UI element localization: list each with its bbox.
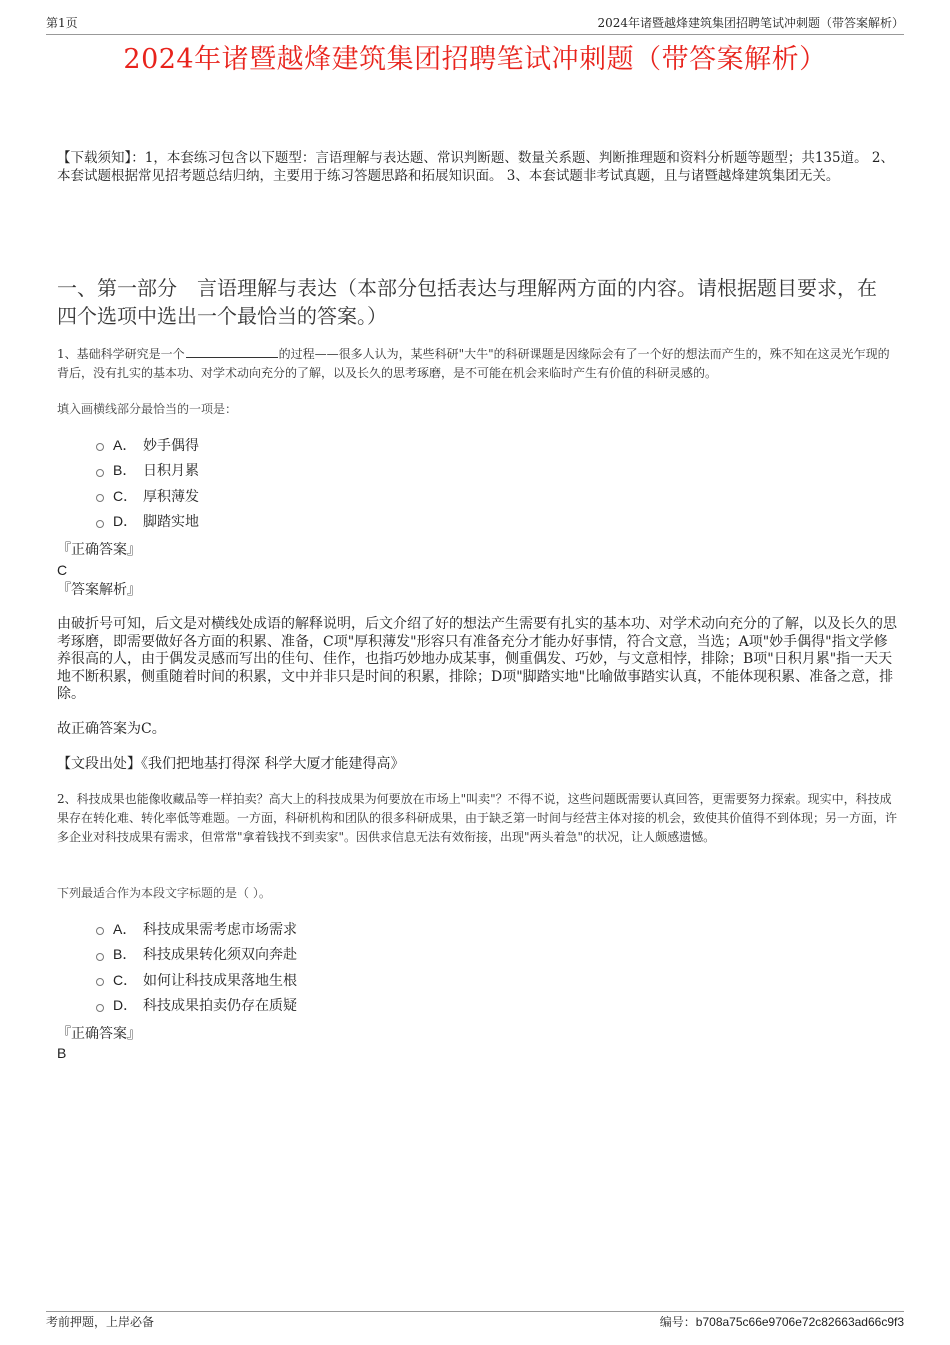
radio-icon[interactable] (96, 443, 104, 451)
option-letter: B． (113, 462, 137, 479)
question-1-option-b[interactable] (96, 458, 199, 484)
option-letter: B． (113, 946, 137, 963)
question-1-blank (186, 347, 278, 358)
page-footer (46, 1311, 904, 1332)
option-letter: C． (113, 487, 138, 504)
question-1-analysis-label: 『答案解析』 (57, 582, 141, 598)
question-1-options (96, 432, 199, 534)
question-1-analysis: 由破折号可知，后文是对横线处成语的解释说明，后文介绍了好的想法产生需要有扎实的基本功、对学术动向充分的了解，以及长久的思考琢磨，即需要做好各方面的积累、准备，C项"厚积薄发"形容只有准备充分才能办好事情，符合文意，当选；A项"妙手偶得"指文学修养很高的人，由于偶发灵感而写出的佳句、佳作，也指巧妙地办成某事，侧重偶发、巧妙，与文意相悖，排除；B项"日积月累"指一天天地不断积累，侧重随着时间的积累，文中并非只是时间的积累，排除；D项"脚踏实地"比喻做事踏实认真，不能体现积累、准备之意，排除。 (57, 616, 897, 702)
question-1-prompt: 填入画横线部分最恰当的一项是： (57, 402, 238, 416)
question-2-answer: B (57, 1045, 67, 1061)
question-2-options (96, 916, 297, 1018)
question-1-text-after: 的过程——很多人认为，某些科研"大牛"的科研课题是因缘际会有了一个好的想法而产生的，殊不知在这灵光乍现的背后，没有扎实的基本功、对学术动向充分的了解，以及长久的思考琢磨，是不可能在机会来临时产生有价值的科研灵感的。 (57, 347, 890, 380)
question-1-answer-label: 『正确答案』 (57, 542, 141, 558)
footer-code-value: b708a75c66e9706e72c82663ad66c9f3 (695, 1315, 904, 1329)
option-text: 科技成果拍卖仍存在质疑 (143, 998, 297, 1015)
footer-code-label: 编号： (659, 1315, 696, 1329)
question-2-option-c[interactable] (96, 967, 297, 993)
option-letter: D． (113, 997, 138, 1014)
download-notice: 【下载须知】：1，本套练习包含以下题型：言语理解与表达题、常识判断题、数量关系题、判断推理题和资料分析题等题型；共135道。 2、本套试题根据常见招考题总结归纳，主要用于练习答题思路和拓展知识面。 3、本套试题非考试真题，且与诸暨越烽建筑集团无关。 (57, 150, 894, 184)
section-heading: 一、第一部分 言语理解与表达（本部分包括表达与理解两方面的内容。请根据题目要求，在四个选项中选出一个最恰当的答案。） (57, 276, 877, 328)
option-text: 脚踏实地 (143, 514, 199, 531)
footer-code (660, 1312, 904, 1332)
option-letter: A． (113, 920, 137, 937)
question-1-answer: C (57, 562, 68, 578)
option-letter: A． (113, 436, 137, 453)
question-1-text (57, 345, 900, 383)
question-1-option-d[interactable] (96, 509, 199, 535)
question-1-text-before: 1、基础科学研究是一个 (57, 347, 185, 361)
radio-icon[interactable] (96, 927, 104, 935)
page-title: 2024年诸暨越烽建筑集团招聘笔试冲刺题（带答案解析） (123, 44, 827, 75)
question-1-option-c[interactable] (96, 483, 199, 509)
page-number: 第1页 (46, 16, 78, 30)
question-1-conclusion: 故正确答案为C。 (57, 721, 166, 737)
question-2-prompt: 下列最适合作为本段文字标题的是（ ）。 (57, 886, 271, 900)
option-text: 厚积薄发 (143, 488, 199, 505)
radio-icon[interactable] (96, 978, 104, 986)
question-2-text: 2、科技成果也能像收藏品等一样拍卖？高大上的科技成果为何要放在市场上"叫卖"？不得不说，这些问题既需要认真回答，更需要努力探索。现实中，科技成果存在转化难、转化率低等难题。一方面，科研机构和团队的很多科研成果，由于缺乏第一时间与经营主体对接的机会，致使其价值得不到体现；另一方面，许多企业对科技成果有需求，但常常"拿着钱找不到卖家"。因供求信息无法有效衔接，出现"两头着急"的状况，让人颇感遗憾。 (57, 792, 898, 844)
option-text: 科技成果转化须双向奔赴 (143, 947, 297, 964)
header-doc-title: 2024年诸暨越烽建筑集团招聘笔试冲刺题（带答案解析） (597, 16, 904, 30)
radio-icon[interactable] (96, 494, 104, 502)
question-2-option-b[interactable] (96, 942, 297, 968)
page-header (46, 14, 904, 35)
question-2-option-d[interactable] (96, 993, 297, 1019)
question-1-option-a[interactable] (96, 432, 199, 458)
option-text: 妙手偶得 (143, 437, 199, 454)
question-2-option-a[interactable] (96, 916, 297, 942)
question-2-answer-label: 『正确答案』 (57, 1026, 141, 1042)
footer-slogan: 考前押题，上岸必备 (46, 1315, 155, 1329)
option-text: 如何让科技成果落地生根 (143, 972, 297, 989)
radio-icon[interactable] (96, 953, 104, 961)
radio-icon[interactable] (96, 1004, 104, 1012)
option-text: 日积月累 (143, 463, 199, 480)
radio-icon[interactable] (96, 520, 104, 528)
option-letter: D． (113, 513, 138, 530)
option-letter: C． (113, 971, 138, 988)
question-1-source: 【文段出处】《我们把地基打得深 科学大厦才能建得高》 (57, 756, 405, 772)
option-text: 科技成果需考虑市场需求 (143, 921, 297, 938)
radio-icon[interactable] (96, 469, 104, 477)
